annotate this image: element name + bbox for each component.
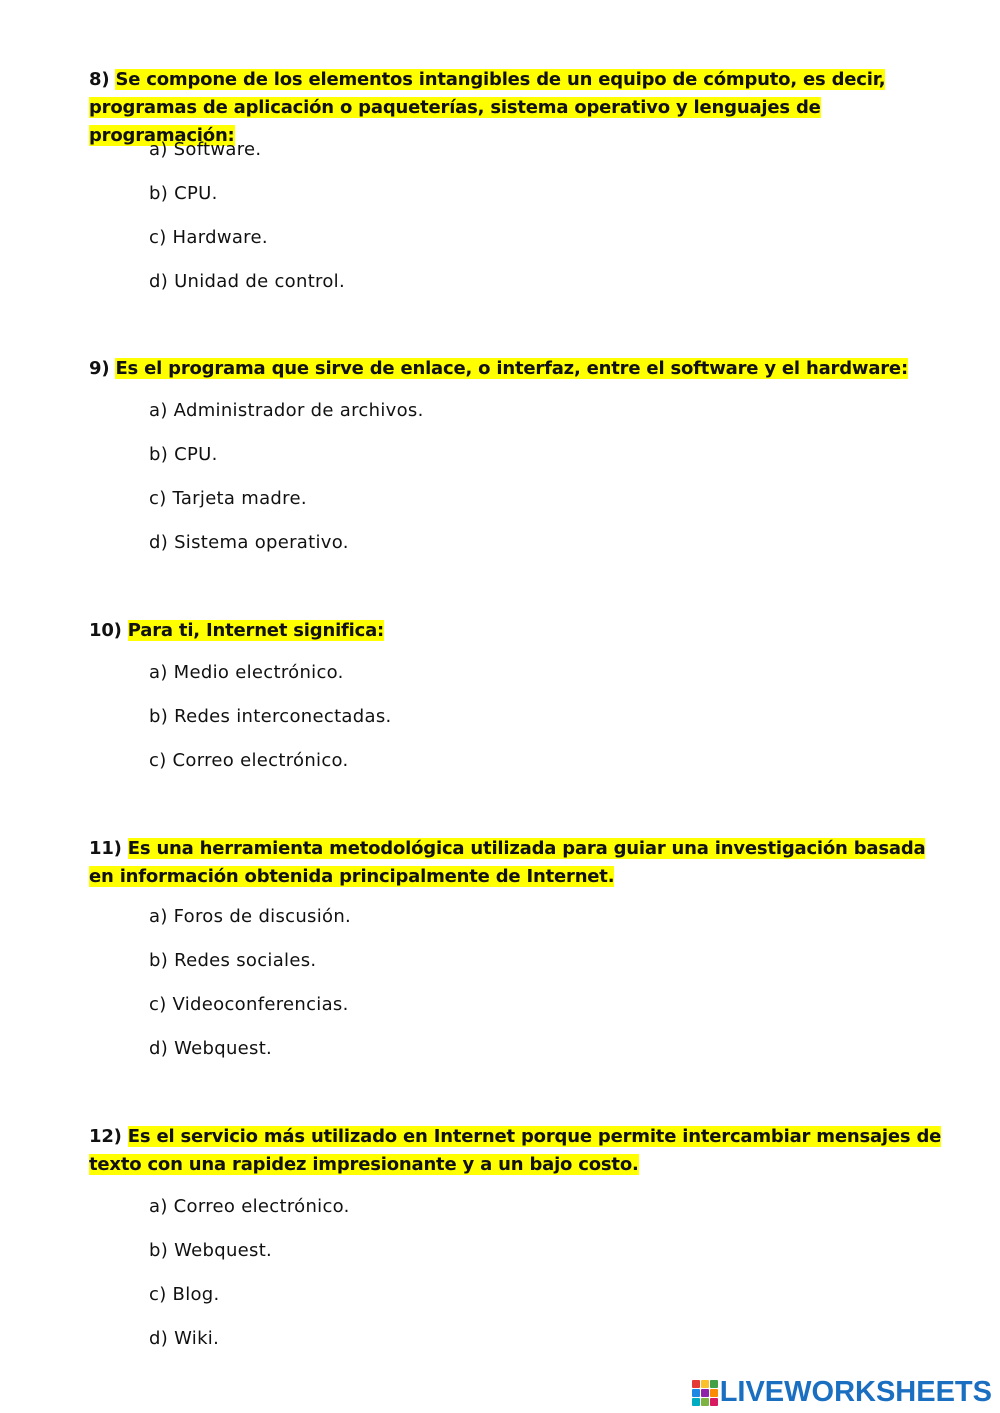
question-11 xyxy=(89,835,944,1059)
question-9 xyxy=(89,355,944,553)
option-b[interactable]: b) CPU. xyxy=(149,444,218,465)
question-text xyxy=(89,1123,944,1179)
logo-icon xyxy=(692,1380,718,1406)
question-text xyxy=(89,355,944,383)
question-number: 9) xyxy=(89,358,110,379)
option-a[interactable]: a) Medio electrónico. xyxy=(149,662,344,683)
question-number: 12) xyxy=(89,1126,122,1147)
option-b[interactable]: b) Webquest. xyxy=(149,1240,273,1261)
question-highlight: Es el servicio más utilizado en Internet porque permite intercambiar mensajes de texto con una rapidez impresionante y a un bajo costo. xyxy=(89,1126,942,1175)
option-a[interactable]: a) Administrador de archivos. xyxy=(149,400,424,421)
option-c[interactable]: c) Hardware. xyxy=(149,227,268,248)
option-c[interactable]: c) Blog. xyxy=(149,1284,220,1305)
option-c[interactable]: c) Videoconferencias. xyxy=(149,994,349,1015)
option-a[interactable]: a) Correo electrónico. xyxy=(149,1196,350,1217)
option-d[interactable]: d) Wiki. xyxy=(149,1328,220,1349)
option-a[interactable]: a) Foros de discusión. xyxy=(149,906,352,927)
option-c[interactable]: c) Tarjeta madre. xyxy=(149,488,307,509)
option-c[interactable]: c) Correo electrónico. xyxy=(149,750,349,771)
option-d[interactable]: d) Unidad de control. xyxy=(149,271,345,292)
liveworksheets-logo xyxy=(692,1376,992,1409)
question-text xyxy=(89,617,944,645)
question-number: 11) xyxy=(89,838,122,859)
question-number: 8) xyxy=(89,69,110,90)
option-a[interactable]: a) Software. xyxy=(149,139,262,160)
option-d[interactable]: d) Webquest. xyxy=(149,1038,273,1059)
question-highlight: Se compone de los elementos intangibles de un equipo de cómputo, es decir, programas de aplicación o paqueterías, sistema operativo y lenguajes de programación: xyxy=(89,69,886,146)
option-b[interactable]: b) Redes sociales. xyxy=(149,950,317,971)
question-8 xyxy=(89,66,944,292)
option-b[interactable]: b) Redes interconectadas. xyxy=(149,706,392,727)
question-text xyxy=(89,835,944,891)
option-d[interactable]: d) Sistema operativo. xyxy=(149,532,349,553)
question-highlight: Es el programa que sirve de enlace, o interfaz, entre el software y el hardware: xyxy=(115,358,908,379)
logo-text: LIVEWORKSHEETS xyxy=(719,1376,992,1408)
question-number: 10) xyxy=(89,620,122,641)
question-highlight: Para ti, Internet significa: xyxy=(127,620,385,641)
question-12 xyxy=(89,1123,944,1349)
option-b[interactable]: b) CPU. xyxy=(149,183,218,204)
question-highlight: Es una herramienta metodológica utilizada para guiar una investigación basada en información obtenida principalmente de Internet. xyxy=(89,838,926,887)
question-10 xyxy=(89,617,944,771)
